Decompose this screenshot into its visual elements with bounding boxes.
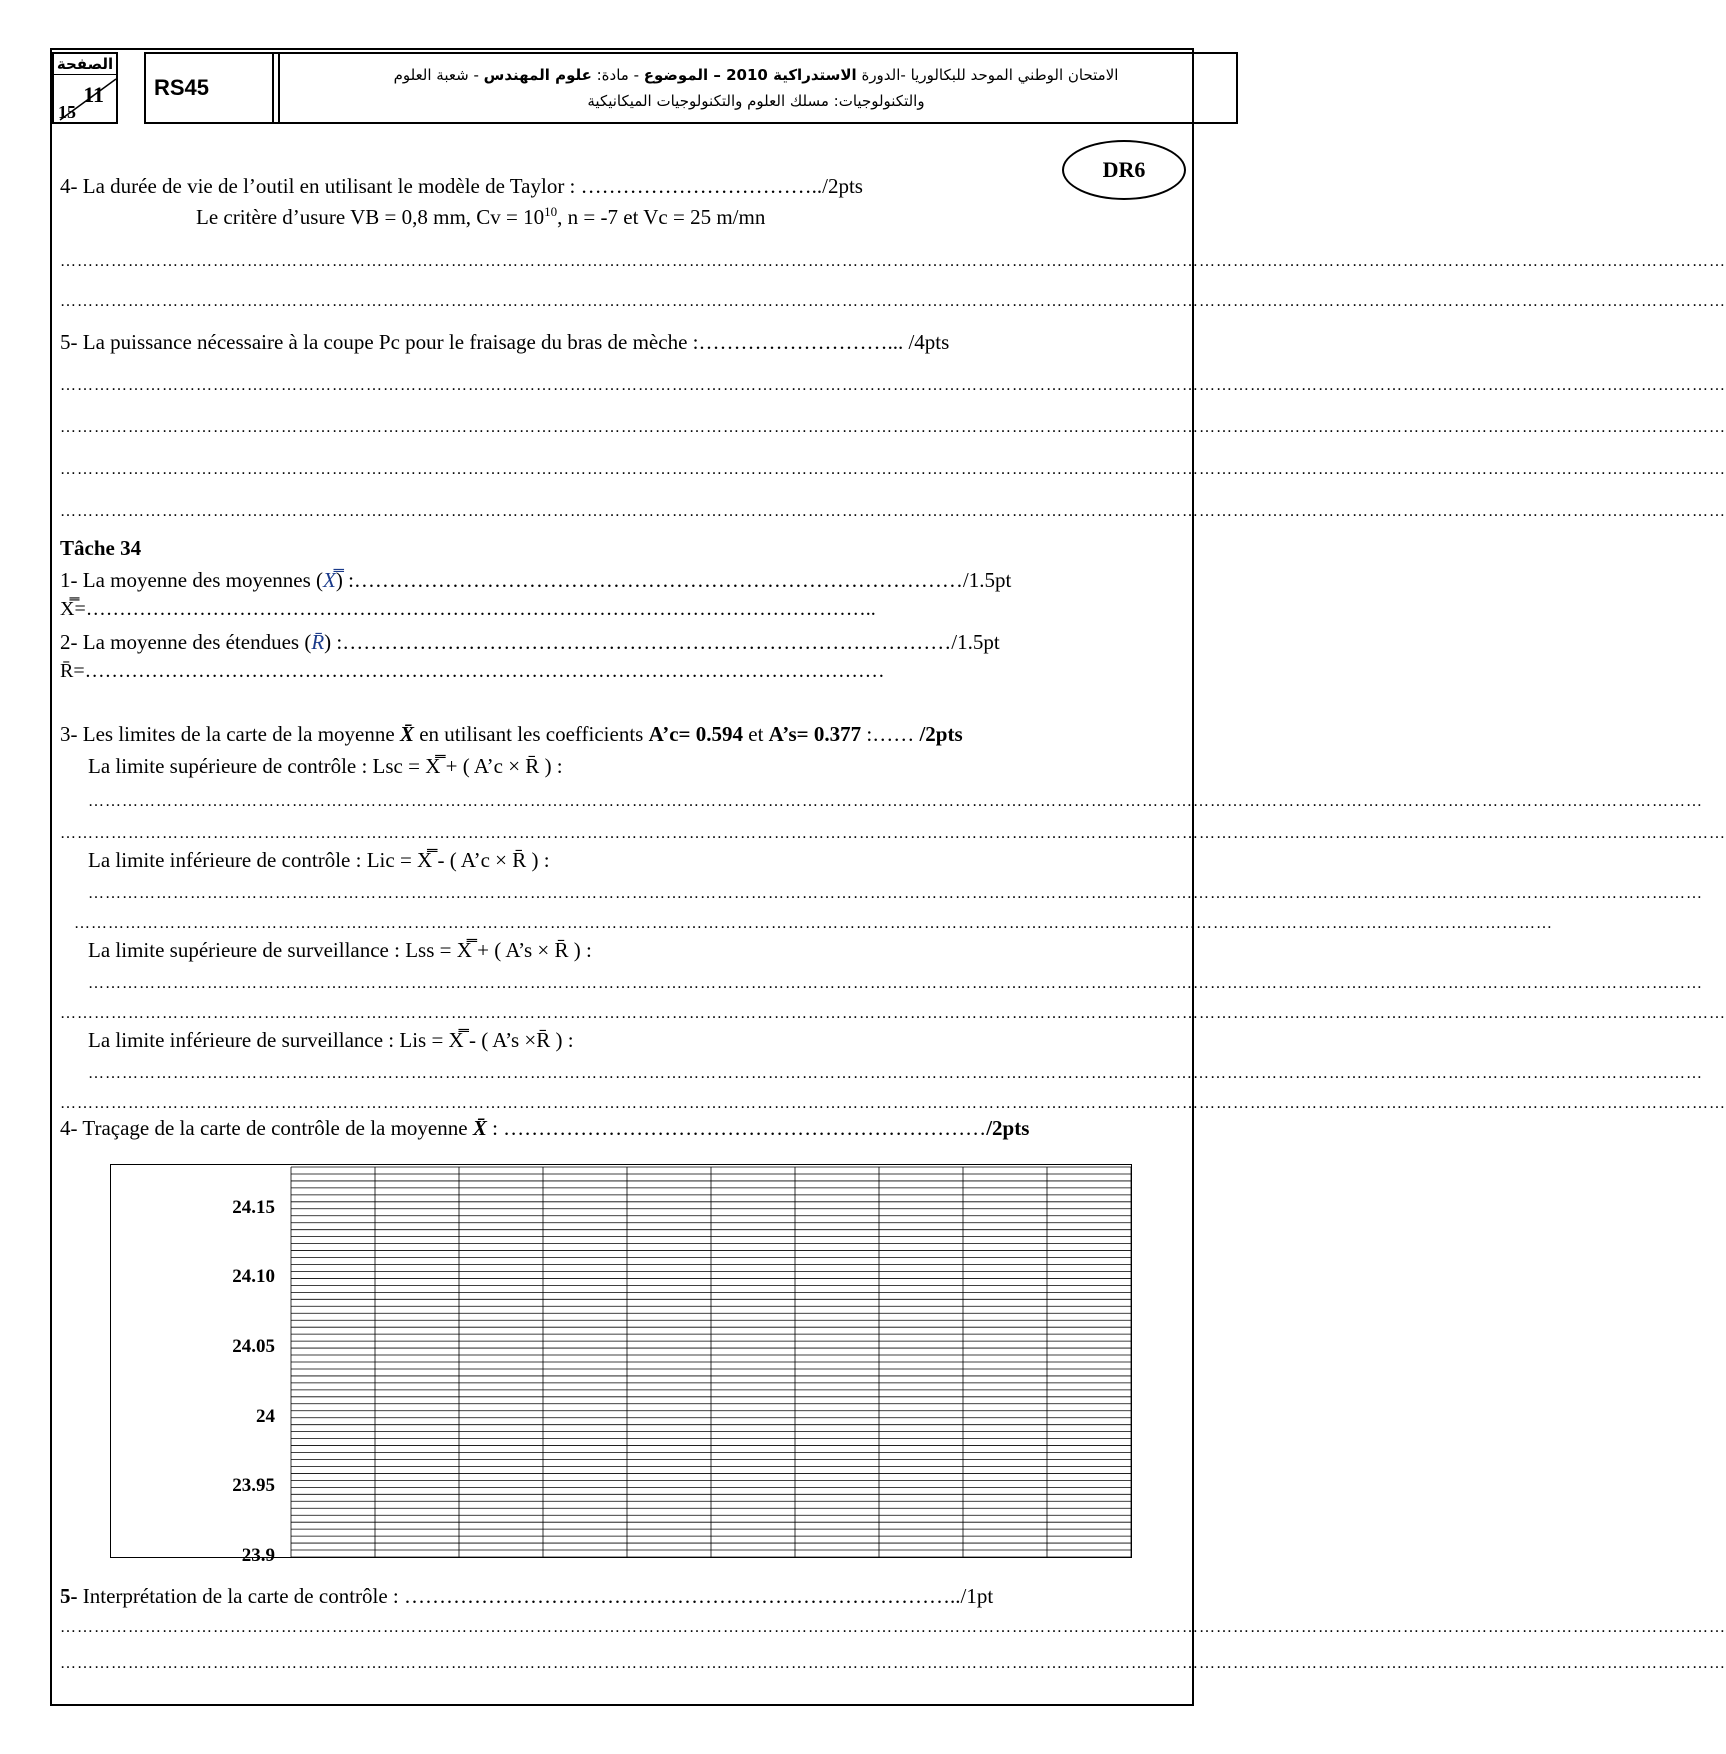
document-badge: DR6 [1062, 140, 1186, 200]
exam-title-line-1: الامتحان الوطني الموحد للبكالوريا -الدورة الاستدراكية 2010 – الموضوع - مادة: علوم المهندس - شعبة العلوم [393, 66, 1119, 84]
exam-title-line-2: والتكنولوجيات: مسلك العلوم والتكنولوجيات الميكانيكية [587, 92, 925, 110]
control-chart[interactable] [110, 1164, 1132, 1566]
answer-line[interactable]: …………………………………………………………………………………………………………………………………………………………………………………………………………………………………………………………………… [60, 503, 1726, 520]
answer-line[interactable]: …………………………………………………………………………………………………………………………………………………………………………………………………………………………………………………………………… [60, 1619, 1726, 1636]
exam-header [52, 52, 1192, 126]
taylor-criteria: Le critère d’usure VB = 0,8 mm, $Cv = 10^{10}$, n = -7 et Vc = 25 m/mn [196, 204, 766, 229]
answer-line[interactable]: …………………………………………………………………………………………………………………………………………………………………………………………………………………………………………………………………… [60, 293, 1726, 310]
answer-line[interactable]: …………………………………………………………………………………………………………………………………………………………………………………………………………………………………………………………………… [60, 461, 1726, 478]
task-q4: 4- Traçage de la carte de contrôle de la moyenne X̄ : ……………………………………………………………/2pts [60, 1116, 1030, 1140]
y-tick-label: 23.95 [232, 1475, 275, 1497]
answer-line[interactable]: …………………………………………………………………………………………………………………………………………………………………………………………………………………………………………………………… [88, 1065, 1703, 1082]
answer-line[interactable]: ……………………………………………………………………………………………………………………………………………………………………………………………………………………………………… [74, 915, 1553, 932]
answer-line[interactable]: …………………………………………………………………………………………………………………………………………………………………………………………………………………………………………………………… [88, 975, 1703, 992]
answer-line[interactable]: …………………………………………………………………………………………………………………………………………………………………………………………………………………………………………………………………… [60, 1005, 1726, 1022]
task-q2-answer[interactable]: R̄=………………………………………………………………………………………………………… [60, 660, 885, 682]
task-q1: 1- La moyenne des moyennes (X̿) :……………………………………………………………………………/1.5pt [60, 568, 1012, 592]
y-tick-label: 24.15 [232, 1196, 275, 1218]
question-4-taylor: 4- La durée de vie de l’outil en utilisant le modèle de Taylor : ……………………………../2pts [60, 174, 863, 198]
page-total: 15 [58, 102, 76, 122]
lsc-formula: La limite supérieure de contrôle : Lsc = X̿ + ( A’c × R̄ ) : [88, 754, 563, 778]
page-number: 11 [83, 82, 104, 107]
answer-line[interactable]: …………………………………………………………………………………………………………………………………………………………………………………………………………………………………………………………………… [60, 419, 1726, 436]
y-tick-label: 24.05 [232, 1336, 275, 1358]
task-q1-answer[interactable]: X̿=……………………………………………………………………………………………………….. [60, 598, 876, 620]
exam-title [276, 52, 1238, 124]
y-tick-label: 24.10 [232, 1266, 275, 1288]
answer-line[interactable]: …………………………………………………………………………………………………………………………………………………………………………………………………………………………………………………………………… [60, 1655, 1726, 1672]
page-number-box [52, 52, 118, 124]
lis-formula: La limite inférieure de surveillance : Lis = X̿ - ( A’s ×R̄ ) : [88, 1028, 574, 1052]
answer-line[interactable]: …………………………………………………………………………………………………………………………………………………………………………………………………………………………………………………………………… [60, 825, 1726, 842]
lss-formula: La limite supérieure de surveillance : Lss = X̿ + ( A’s × R̄ ) : [88, 938, 592, 962]
y-tick-label: 24 [256, 1405, 275, 1427]
answer-line[interactable]: …………………………………………………………………………………………………………………………………………………………………………………………………………………………………………………………… [88, 885, 1703, 902]
answer-line[interactable]: …………………………………………………………………………………………………………………………………………………………………………………………………………………………………………………………………… [60, 377, 1726, 394]
task-q2: 2- La moyenne des étendues (R̄) :……………………………………………………………………………/1.5pt [60, 630, 1000, 654]
answer-line[interactable]: …………………………………………………………………………………………………………………………………………………………………………………………………………………………………………………………… [88, 793, 1703, 810]
question-5-power: 5- La puissance nécessaire à la coupe Pc pour le fraisage du bras de mèche :………………………... /4pts [60, 330, 950, 354]
page-label: الصفحة [54, 54, 116, 75]
lic-formula: La limite inférieure de contrôle : Lic = X̿ - ( A’c × R̄ ) : [88, 848, 550, 872]
task-title: Tâche 34 [60, 536, 142, 560]
control-chart-grid[interactable] [111, 1165, 1133, 1559]
answer-line[interactable]: …………………………………………………………………………………………………………………………………………………………………………………………………………………………………………………………………… [60, 253, 1726, 270]
subject-code: RS45 [144, 52, 280, 124]
answer-line[interactable]: …………………………………………………………………………………………………………………………………………………………………………………………………………………………………………………………………… [60, 1095, 1726, 1112]
task-q5: 5- Interprétation de la carte de contrôle : ……………………………………………………………………../1pt [60, 1584, 994, 1608]
task-q3: 3- Les limites de la carte de la moyenne X̄ en utilisant les coefficients A’c= 0.594 et A’s= 0.377 :…… /2pts [60, 722, 963, 746]
y-tick-label: 23.9 [241, 1545, 275, 1566]
